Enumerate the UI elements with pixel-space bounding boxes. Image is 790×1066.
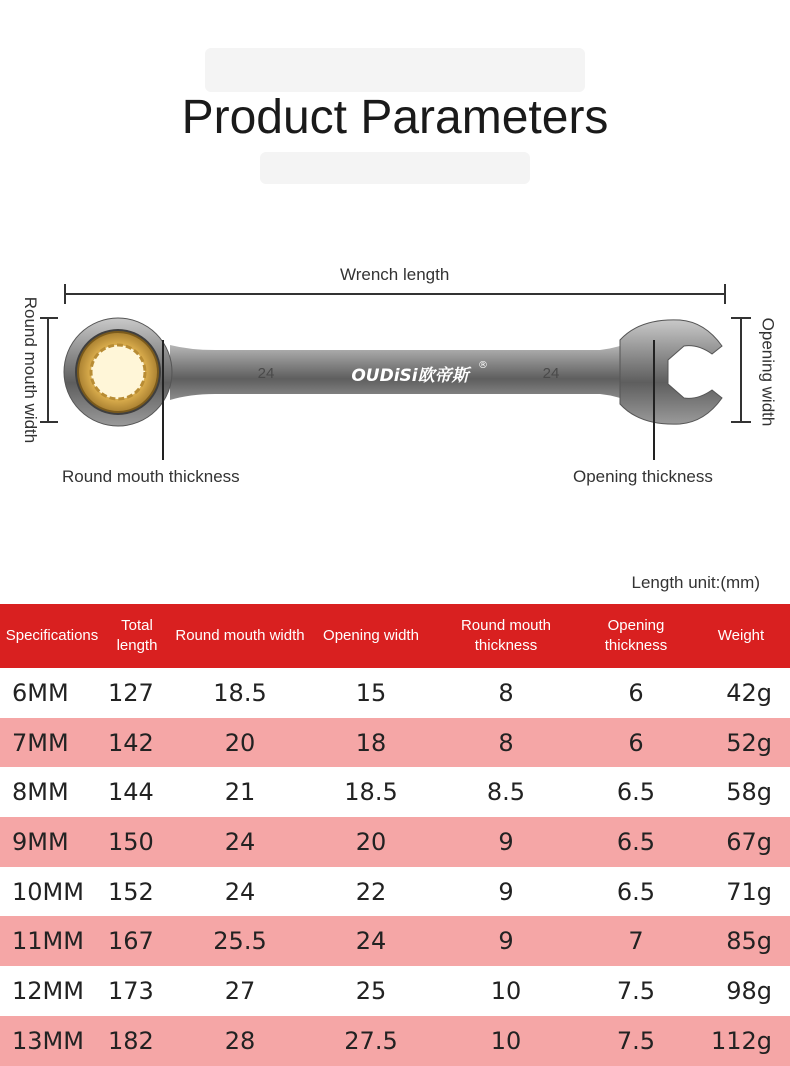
faded-background-subtext (260, 152, 530, 184)
weight-cell: 98g (726, 976, 772, 1005)
header-opening-thickness: Opening thickness (580, 604, 692, 668)
weight-cell: 71g (726, 877, 772, 906)
table-row (0, 1016, 790, 1066)
opening-width-cell: 25 (355, 976, 387, 1005)
opening-width-cell: 24 (310, 916, 432, 966)
round-mouth-thickness-label: Round mouth thickness (62, 467, 240, 486)
round-mouth-width-cell: 24 (170, 817, 310, 867)
total-length-cell: 173 (108, 976, 154, 1005)
round-mouth-width-cell: 20 (170, 718, 310, 768)
spec-cell: 10MM (12, 877, 84, 906)
table-row (0, 966, 790, 1016)
spec-cell: 8MM (12, 778, 69, 807)
spec-cell: 9MM (0, 817, 104, 867)
total-length-cell: 152 (108, 877, 154, 906)
wrench-diagram (0, 250, 790, 500)
weight-cell: 58g (726, 778, 772, 807)
spec-cell: 7MM (0, 718, 104, 768)
table-row (0, 718, 790, 768)
opening-width-cell: 27.5 (310, 1016, 432, 1066)
wrench-length-label: Wrench length (340, 265, 450, 284)
opening-thickness-cell: 6.5 (616, 877, 656, 906)
table-row (0, 668, 790, 718)
table-row (0, 867, 790, 917)
round-mouth-thickness-cell: 8 (498, 678, 514, 707)
opening-width-cell: 15 (355, 678, 387, 707)
round-mouth-thickness-cell: 9 (432, 817, 580, 867)
total-length-cell: 150 (104, 817, 170, 867)
table-row (0, 916, 790, 966)
length-unit-note: Length unit:(mm) (631, 573, 760, 592)
total-length-cell: 182 (104, 1016, 170, 1066)
weight-cell: 67g (692, 817, 790, 867)
round-mouth-width-cell: 25.5 (170, 916, 310, 966)
spec-cell: 12MM (12, 976, 84, 1005)
table-row (0, 767, 790, 817)
spec-cell: 13MM (0, 1016, 104, 1066)
header-round-mouth-thickness: Round mouth thickness (432, 604, 580, 668)
round-mouth-width-label: Round mouth width (21, 296, 40, 444)
round-mouth-width-cell: 28 (170, 1016, 310, 1066)
opening-width-cell: 20 (310, 817, 432, 867)
round-mouth-width-cell: 21 (224, 778, 256, 807)
specifications-table (0, 604, 790, 1066)
round-mouth-thickness-cell: 8.5 (486, 778, 526, 807)
spec-cell: 11MM (0, 916, 104, 966)
faded-background-text (205, 48, 585, 92)
round-mouth-width-dimension (40, 318, 58, 422)
table-header-row (0, 604, 790, 668)
size-marking-right: 24 (542, 365, 560, 382)
weight-cell: 112g (692, 1016, 790, 1066)
round-mouth-width-cell: 18.5 (213, 678, 267, 707)
brand-logo: OUDiSi欧帝斯 (351, 366, 469, 386)
round-mouth-width-cell: 27 (224, 976, 256, 1005)
opening-thickness-cell: 6.5 (616, 778, 656, 807)
weight-cell: 85g (692, 916, 790, 966)
page-title: Product Parameters (181, 91, 609, 144)
size-marking-left: 24 (257, 365, 275, 382)
total-length-cell: 167 (104, 916, 170, 966)
spec-cell: 6MM (12, 678, 69, 707)
opening-width-dimension (731, 318, 751, 422)
weight-cell: 52g (692, 718, 790, 768)
opening-thickness-cell: 7.5 (580, 1016, 692, 1066)
opening-thickness-cell: 6 (580, 718, 692, 768)
registered-mark: ® (478, 360, 488, 371)
total-length-cell: 127 (108, 678, 154, 707)
header-round-mouth-width: Round mouth width (170, 604, 310, 668)
opening-width-cell: 22 (355, 877, 387, 906)
opening-thickness-cell: 7 (580, 916, 692, 966)
weight-cell: 42g (726, 678, 772, 707)
header-total-length: Total length (104, 604, 170, 668)
header-opening-width: Opening width (310, 604, 432, 668)
opening-width-cell: 18.5 (344, 778, 398, 807)
opening-thickness-cell: 6 (628, 678, 644, 707)
round-mouth-thickness-cell: 8 (432, 718, 580, 768)
header-specifications: Specifications (0, 604, 104, 668)
round-mouth-thickness-cell: 9 (498, 877, 514, 906)
round-mouth-thickness-cell: 10 (490, 976, 522, 1005)
opening-thickness-label: Opening thickness (573, 467, 713, 486)
round-mouth-width-cell: 24 (224, 877, 256, 906)
total-length-cell: 144 (108, 778, 154, 807)
round-mouth-thickness-cell: 10 (432, 1016, 580, 1066)
total-length-cell: 142 (104, 718, 170, 768)
opening-thickness-cell: 6.5 (580, 817, 692, 867)
opening-width-label: Opening width (758, 317, 778, 427)
table-row (0, 817, 790, 867)
header-weight: Weight (692, 604, 790, 668)
opening-width-cell: 18 (310, 718, 432, 768)
round-mouth-thickness-cell: 9 (432, 916, 580, 966)
wrench-length-dimension (65, 284, 725, 304)
opening-thickness-cell: 7.5 (616, 976, 656, 1005)
